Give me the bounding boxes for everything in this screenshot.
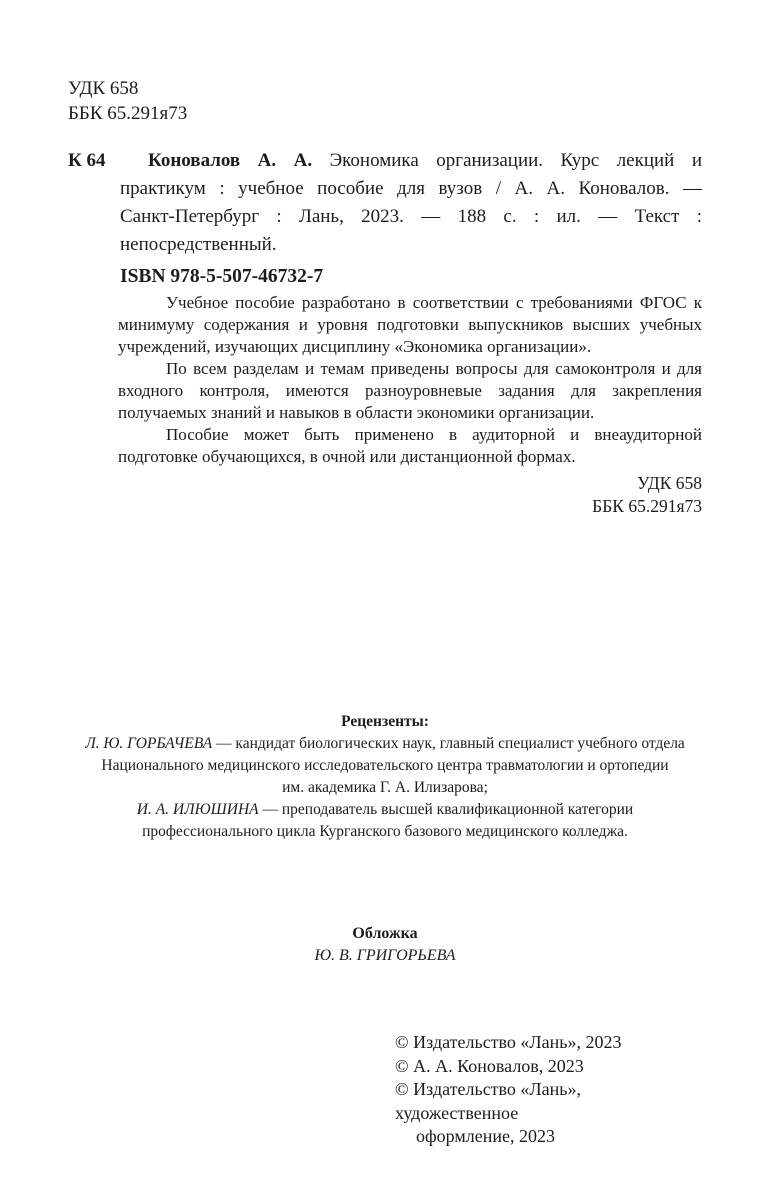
annotation-p2-l1: По всем разделам и темам приведены вопросы для самоконтроля и для	[166, 359, 702, 378]
catalog-line-4: непосредственный.	[120, 234, 277, 255]
reviewer-1-line-1	[68, 733, 702, 755]
annotation-p1-l2: минимуму содержания и уровня подготовки выпускников высших учебных	[118, 315, 702, 334]
cover-heading: Обложка	[352, 925, 418, 942]
annotation-block	[118, 292, 702, 468]
reviewer-2-name: И. А. ИЛЮШИНА	[136, 801, 259, 818]
reviewer-1-name: Л. Ю. ГОРБАЧЕВА	[85, 735, 213, 752]
catalog-line-3: Санкт-Петербург : Лань, 2023. — 188 с. : ил. — Текст :	[120, 206, 702, 227]
copyright-block	[395, 1031, 702, 1149]
reviewer-2-line-1	[68, 799, 702, 821]
reviewers-block	[68, 711, 702, 843]
annotation-p2-l3: получаемых знаний и навыков в области экономики организации.	[118, 403, 595, 422]
author-name: Коновалов А. А.	[148, 150, 313, 171]
reviewer-1-line-2: Национального медицинского исследовательского центра травматологии и ортопедии	[101, 757, 669, 774]
reviewer-2-title: — преподаватель высшей квалификационной категории	[258, 801, 634, 818]
cover-credit-block	[68, 923, 702, 967]
reviewer-1-line-3: им. академика Г. А. Илизарова;	[282, 779, 488, 796]
reviewer-2-line-2: профессионального цикла Курганского базового медицинского колледжа.	[142, 823, 628, 840]
udk-bbk-right-block	[68, 472, 702, 518]
annotation-p1-l1: Учебное пособие разработано в соответствии с требованиями ФГОС к	[166, 293, 702, 312]
isbn-line: ISBN 978-5-507-46732-7	[120, 266, 324, 287]
catalog-line-1-rest: Экономика организации. Курс лекций и	[312, 150, 702, 171]
annotation-p3-l2: подготовке обучающихся, в очной или дистанционной формах.	[118, 447, 576, 466]
catalog-entry-text	[68, 147, 702, 259]
udk-bbk-top-block	[68, 76, 702, 126]
catalog-entry	[68, 147, 702, 259]
catalog-line-1	[120, 147, 702, 175]
annotation-p3-l1: Пособие может быть применено в аудиторной и внеаудиторной	[166, 425, 702, 444]
bbk-right-line: ББК 65.291я73	[592, 496, 702, 516]
reviewers-heading: Рецензенты:	[341, 713, 429, 730]
catalog-code: К 64	[68, 150, 106, 171]
copyright-line-4: оформление, 2023	[416, 1126, 556, 1146]
reviewer-1-title: — кандидат биологических наук, главный специалист учебного отдела	[212, 735, 685, 752]
udk-top-line: УДК 658	[68, 78, 139, 99]
bbk-top-line: ББК 65.291я73	[68, 103, 188, 124]
copyright-line-2: © А. А. Коновалов, 2023	[395, 1055, 584, 1076]
cover-designer-name: Ю. В. ГРИГОРЬЕВА	[314, 947, 456, 964]
udk-right-line: УДК 658	[637, 473, 702, 493]
catalog-line-2: практикум : учебное пособие для вузов / А. А. Коновалов. —	[120, 178, 702, 199]
annotation-p2-l2: входного контроля, имеются разноуровневые задания для закрепления	[118, 381, 702, 400]
annotation-p1-l3: учреждений, изучающих дисциплину «Экономика организации».	[118, 337, 592, 356]
copyright-line-3: © Издательство «Лань», художественное	[395, 1079, 581, 1123]
copyright-line-1: © Издательство «Лань», 2023	[395, 1032, 622, 1052]
